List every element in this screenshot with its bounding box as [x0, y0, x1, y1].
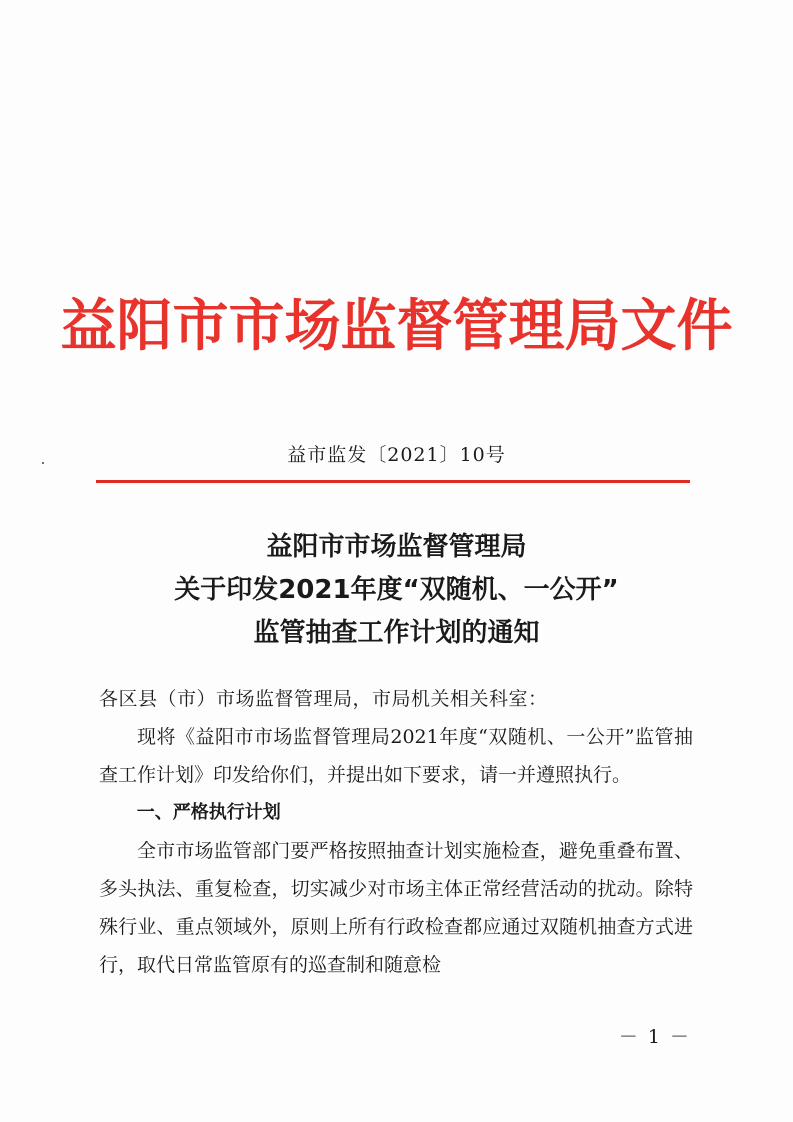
document-title [0, 526, 793, 655]
addressee-line: 各区县（市）市场监督管理局，市局机关相关科室： [99, 688, 548, 710]
intro-paragraph: 现将《益阳市市场监督管理局2021年度“双随机、一公开”监管抽查工作计划》印发给你们，并提出如下要求，请一并遵照执行。 [99, 726, 693, 786]
red-separator-line [96, 480, 690, 483]
section-1-paragraph: 全市市场监管部门要严格按照抽查计划实施检查，避免重叠布置、多头执法、重复检查，切实减少对市场主体正常经营活动的扰动。除特殊行业、重点领域外，原则上所有行政检查都应通过双随机抽查方式进行，取代日常监管原有的巡查制和随意检 [99, 840, 693, 976]
title-line-1: 益阳市市场监督管理局 [266, 532, 527, 562]
section-heading-1: 一、严格执行计划 [136, 802, 281, 823]
page-number: － 1 － [618, 1026, 691, 1048]
document-body [99, 680, 693, 984]
document-number: 益市监发〔2021〕10号 [287, 444, 506, 466]
masthead-title: 益阳市市场监督管理局文件 [60, 293, 733, 359]
title-line-2: 关于印发2021年度“双随机、一公开” [174, 575, 619, 605]
title-line-3: 监管抽查工作计划的通知 [253, 618, 540, 648]
